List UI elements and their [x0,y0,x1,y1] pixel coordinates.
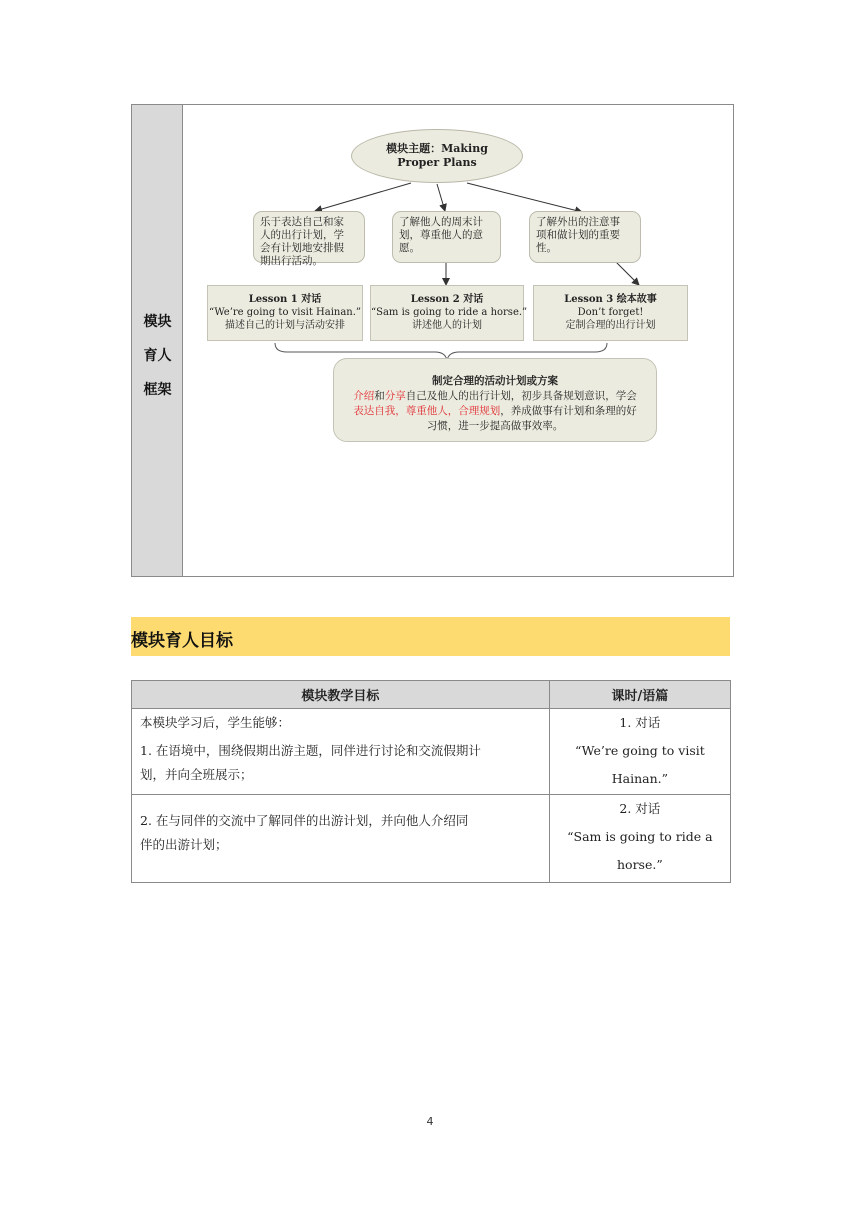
summary-text: 和 [374,390,385,402]
table-row [132,795,731,883]
bubble-line: 人的出行计划，学 [260,229,344,241]
summary-box [333,358,657,442]
goal-cell [132,709,550,795]
lesson-cell [549,709,730,795]
bubble-line: 乐于表达自己和家 [260,216,344,228]
framework-label-line: 框架 [143,382,172,398]
lesson-2-box [370,285,528,341]
module-theme-node [351,129,523,183]
bubble-line: 了解他人的周末计 [399,216,483,228]
goal-bubble-1 [253,211,365,267]
bubble-line: 了解外出的注意事 [536,216,620,228]
framework-diagram [183,105,734,576]
goal-line: 本模块学习后，学生能够： [140,715,291,730]
lesson-description: 描述自己的计划与活动安排 [225,320,345,331]
theme-line: Proper Plans [397,156,477,169]
goal-bubble-2 [392,211,501,263]
theme-line: 模块主题：Making [386,142,488,155]
arrow-theme-to-bubble-1 [315,183,411,211]
bubble-line: 会有计划地安排假 [260,242,344,254]
column-header-goal: 模块教学目标 [132,681,550,709]
lesson-title: Lesson 2 对话 [410,294,484,305]
bubble-line: 项和做计划的重要 [536,229,620,241]
arrow-theme-to-bubble-2 [437,184,445,211]
lesson-description: 定制合理的出行计划 [565,320,656,331]
goal-line: 1. 在语境中，围绕假期出游主题，同伴进行讨论和交流假期计 [140,743,481,758]
lesson-description: 讲述他人的计划 [412,320,482,331]
lesson-1-box [207,285,363,341]
lesson-line: “We’re going to visit [574,743,705,758]
lesson-title: Lesson 3 绘本故事 [564,294,657,305]
summary-line-2 [334,404,656,419]
summary-line-3: 习惯，进一步提高做事效率。 [426,420,564,432]
arrow-theme-to-bubble-3 [467,183,582,212]
table-row [132,709,731,795]
lesson-title: Lesson 1 对话 [248,294,322,305]
column-header-lesson: 课时/语篇 [549,681,730,709]
summary-text: ，养成做事有计划和条理的好 [500,405,637,417]
arrow-bubble-3-to-lesson-3 [615,261,639,285]
lesson-line: “Sam is going to ride a [567,829,713,844]
lesson-quote: Don’t forget! [577,307,644,318]
lesson-quote: “Sam is going to ride a horse.” [371,307,528,318]
lesson-line: Hainan.” [611,771,668,786]
lesson-quote: “We’re going to visit Hainan.” [208,307,362,318]
bubble-line: 愿。 [399,242,420,254]
lesson-line: 1. 对话 [619,715,661,730]
summary-text: 自己及他人的出行计划，初步具备规划意识，学会 [405,390,637,402]
goal-line: 伴的出游计划； [140,837,228,852]
framework-label-line: 模块 [143,314,172,330]
summary-highlight: 分享 [384,390,406,402]
framework-label-cell [132,105,183,576]
goal-cell [132,795,550,883]
page-number: 4 [426,1115,434,1128]
lesson-cell [549,795,730,883]
bubble-line: 性。 [536,242,557,254]
section-heading: 模块育人目标 [131,631,233,651]
lesson-line: horse.” [617,857,663,872]
framework-label-line: 育人 [143,348,172,364]
section-heading-bar [131,617,730,656]
summary-line-1 [334,389,656,404]
summary-title: 制定合理的活动计划或方案 [432,375,558,387]
table-header-row [132,681,731,709]
goal-bubble-3 [529,211,641,263]
framework-table [131,104,734,577]
summary-highlight: 介绍 [353,390,375,402]
goal-line: 2. 在与同伴的交流中了解同伴的出游计划，并向他人介绍同 [140,813,469,828]
bubble-line: 期出行活动。 [260,255,323,267]
lesson-3-box [533,285,688,341]
bubble-line: 划，尊重他人的意 [399,229,483,241]
goal-line: 划，并向全班展示； [140,767,253,782]
summary-highlight: 表达自我，尊重他人，合理规划 [353,405,501,417]
goals-table [131,680,731,883]
lesson-line: 2. 对话 [619,801,661,816]
